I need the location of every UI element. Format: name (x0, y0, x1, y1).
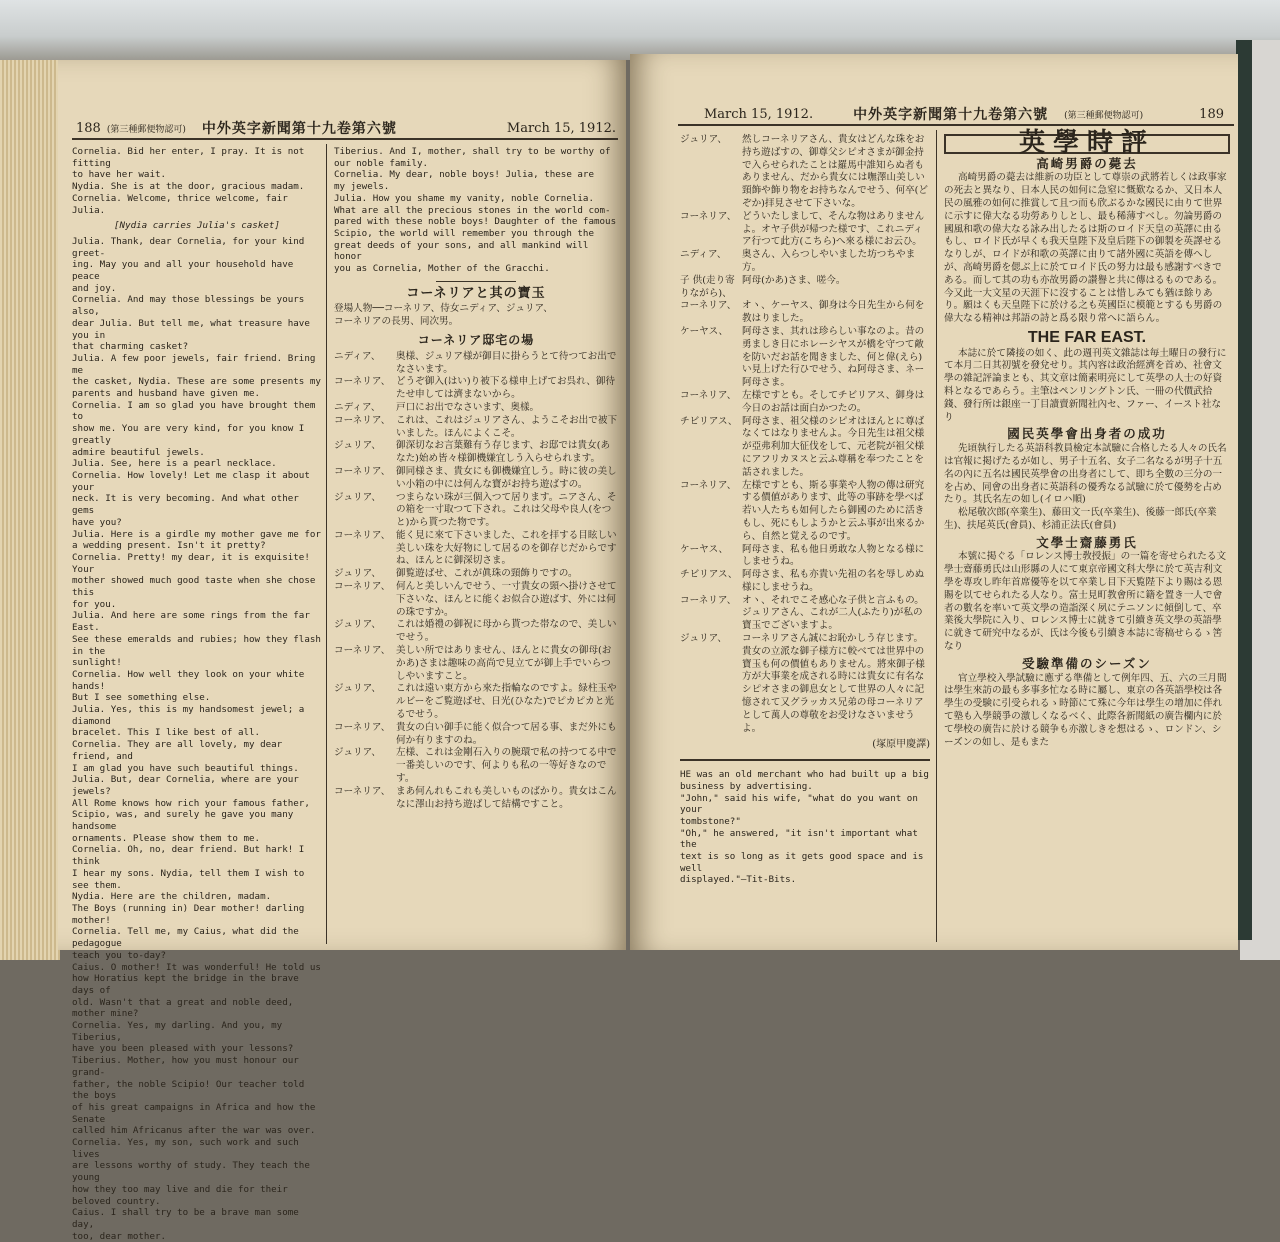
speech-text: 貴女の白い御手に能く似合つて居る事、まだ外にも何か有りますのね。 (396, 721, 617, 746)
dialogue-line: how they too may live and die for their beloved country. (72, 1183, 288, 1207)
dialogue-line: to have her wait. (72, 169, 167, 181)
dialogue-line: Tiberius. Mother, how you must honour our grand- (72, 1055, 299, 1078)
speech-text: これは遠い東方から來た指輪なのですよ。緑柱玉やルビーをご覧遊ばせ、日光(ひなた)でピカピカと光るでせう。 (396, 683, 617, 721)
section-title: 高崎男爵の薨去 (1036, 155, 1138, 171)
speech-text: 能く見に來て下さいました、これを拝する目眩しい美しい珠を大好物にして居るのを御存じだからですね、ほんとに御深切さま。 (396, 529, 617, 567)
section-rule (680, 759, 930, 761)
speaker-name: コーネリア、 (680, 300, 737, 312)
right-page (630, 54, 1238, 950)
speech-text: 阿母(かあ)さま、嗟今。 (742, 274, 846, 286)
speaker-name: コーネリア、 (334, 465, 391, 477)
speech-text: 阿母さま、祖父様のシピオはほんとに尊ばなくてはなりませんよ。今日先生は祖父様が亞弗利加大征伐をして、元老院が祖父様にアフリカヌスと云ふ尊稱を奉つたことを話されました。 (742, 415, 925, 478)
speaker-name: ニディア、 (680, 249, 727, 261)
header-rule (678, 124, 1234, 126)
dialogue-line: Cornelia. Bid her enter, I pray. It is not fitting (72, 146, 305, 169)
dialogue-line (680, 300, 930, 326)
dialogue-line: Cornelia. Pretty! my dear, it is exquisite! Your (72, 551, 310, 575)
dialogue-continuation (334, 146, 618, 275)
dialogue-line: a wedding present. Isn't it pretty? (72, 540, 266, 552)
dialogue-line (680, 390, 930, 416)
speech-text: 阿母さま、私も他日勇敢な人物となる様にしませうね。 (742, 543, 925, 568)
dialogue-line: have you? (72, 516, 122, 528)
column-divider (326, 144, 327, 944)
dialogue-line: But I see something else. (72, 692, 211, 704)
dialogue-line (680, 595, 930, 633)
section-body (944, 673, 1230, 750)
dialogue-line: Nydia. She is at the door, gracious madam. (72, 181, 305, 193)
dialogue-line (680, 480, 930, 544)
book-spine (1236, 40, 1252, 940)
speaker-name: ニディア、 (334, 401, 381, 413)
left-column (680, 134, 930, 886)
speaker-name: コーネリア、 (334, 645, 391, 657)
dialogue-line: Julia. A few poor jewels, fair friend. Bring me (72, 352, 316, 376)
paragraph: 松尾敬次郎(卒業生)、藤田文一氏(卒業生)、後藤一郎氏(卒業生)、扶尾英氏(會員)、杉浦正法氏(會員) (944, 507, 1217, 531)
dialogue-line: great deeds of your sons, and all mankind will honor (334, 239, 589, 263)
dialogue-line: Julia. Yes, this is my handsomest jewel; a diamond (72, 704, 305, 727)
speaker-name: コーネリア、 (334, 414, 391, 426)
dialogue-line (334, 568, 618, 581)
dialogue-line: Cornelia. And may those blessings be yours also, (72, 294, 305, 318)
dialogue-line (334, 440, 618, 466)
speaker-name: コーネリア、 (334, 785, 391, 797)
speaker-name: コーネリア、 (334, 529, 391, 541)
dialogue-line: Cornelia. Oh, no, dear friend. But hark! I think (72, 844, 305, 868)
dialogue-line (334, 376, 618, 402)
dialogue-line: parents and husband have given me. (72, 388, 261, 400)
dialogue-line: show me. You are very kind, for you know I greatly (72, 423, 305, 446)
speaker-name: ジュリア、 (680, 134, 728, 145)
dialogue-line (334, 530, 618, 568)
dialogue-line (334, 747, 618, 785)
dialogue-line (334, 466, 618, 492)
dialogue-line: Cornelia. How well they look on your white hands! (72, 668, 305, 692)
speaker-name: 子 供(走り寄りながら)、 (680, 274, 735, 299)
speaker-name: ジュリア、 (334, 747, 382, 759)
dialogue-line (680, 544, 930, 570)
page-number: 189 (1199, 106, 1224, 122)
speech-text: 奥さん、入らつしやいました坊つちやま方。 (742, 249, 916, 273)
speech-text: 左様ですとも。そしてチビリアス、御身は今日のお話は面白かつたの。 (742, 389, 925, 414)
speaker-name: コーネリア、 (680, 594, 737, 606)
dialogue-line: the casket, Nydia. These are some presents my (72, 376, 321, 388)
dialogue-line: old. Wasn't that a great and noble deed, mother mine? (72, 996, 294, 1020)
dialogue-line: The Boys (running in) Dear mother! darling mother! (72, 903, 305, 926)
speech-text: 阿母さま、其れは珍らしい事なのよ。昔の勇ましき日にホレーシヤスが橋を守つて敵を防いだお話を聞きました、何と偉(えら)い見上げた行ひでせう、ね阿母さま、ネー阿母さま。 (742, 325, 925, 389)
dialogue-line (334, 402, 618, 415)
dialogue-line: Julia. Here is a girdle my mother gave me for (72, 528, 321, 540)
cast-list (334, 303, 618, 329)
paragraph: 本誌に於て隣接の如く、此の週刊英文雜誌は毎土曜日の發行にて本月二日其初號を發兌せり。其內容は政治經濟を首め、社會文學の雜記評論まとも、其文章は簡素明亮にして英學の人士の好資料となるであらう。主筆はペンリングトン氏、一冊の代價武拾錢、發行所は銀座一丁目讀賣新聞社內セ、ファー、イースト社なり (944, 347, 1227, 423)
dialogue-line: Caius. I shall try to be a brave man some day, (72, 1207, 299, 1230)
section-title: 受驗準備のシーズン (1022, 655, 1152, 671)
dialogue-line (334, 683, 618, 721)
dialogue-line: teach you to-day? (72, 949, 167, 961)
speaker-name: コーネリア、 (334, 721, 391, 733)
speech-text: どうぞ御入(はい)り被下る様申上げてお呉れ、御待たせ申しては濟まないから。 (396, 376, 616, 401)
speech-text: つまらない珠が三個入つて居ります。ニアさん、その箱を一寸取つて下され。これは父母や良人(をつと)から貰つた物です。 (396, 491, 617, 529)
dialogue-line: for you. (72, 598, 117, 610)
dialogue-line (334, 351, 618, 377)
issue-date: March 15, 1912. (704, 106, 814, 122)
dialogue-line: sunlight! (72, 657, 122, 669)
dialogue-line: Julia. And here are some rings from the far East. (72, 610, 310, 634)
dialogue-line: Cornelia. Yes, my son, such work and such lives (72, 1137, 299, 1160)
section-body (944, 551, 1230, 653)
dialogue-line (334, 786, 618, 812)
speech-text: 阿母さま、私も亦貴い先祖の名を辱しめぬ様にしませうね。 (742, 569, 925, 593)
dialogue-line: Cornelia. How lovely! Let me clasp it about your (72, 469, 310, 493)
anecdote (680, 769, 930, 886)
anecdote-line: "John," said his wife, "what do you want on your (680, 792, 918, 816)
speaker-name: コーネリア、 (680, 210, 737, 222)
dialogue-line: Tiberius. And I, mother, shall try to be worthy of (334, 146, 611, 157)
anecdote-line: business by advertising. (680, 780, 813, 792)
speech-text: これは、これはジュリアさん、ようこそお出で被下いました。ほんによくこそ。 (396, 414, 618, 439)
dialogue-line: pared with these noble boys! Daughter of the famous (334, 216, 617, 228)
dialogue-line: Cornelia. They are all lovely, my dear friend, and (72, 739, 283, 762)
dialogue-line: Julia. But, dear Cornelia, where are your jewels? (72, 774, 299, 797)
speaker-name: ジュリア、 (334, 619, 382, 631)
speech-text: 何んと美しいんでせう、一寸貴女の頸へ掛けさせて下さいな、ほんとに能くお似合ひ遊ばす、外には何の珠ですか。 (396, 581, 617, 618)
dialogue-line (334, 581, 618, 619)
section-title: 國民英學會出身者の成功 (1007, 426, 1167, 442)
paragraph: 本號に掲ぐる「ロレンス博士敎授振」の一篇を寄せられたる文學士齋藤勇氏は山形縣の人にて東京帝國文科大學に於て英吉利文學を專攻し昨年首席優等を以て卒業し目下天覧陛下より賜はる恩賜を以てせられたる人なり。富士見町教會所に籍を置き一人で會者の數名を率いて英文學の造詣深く夙にテニソンに傾倒して、卒業後大學院に入り、ロレンス博士に就きて引續き英文學の英語學に就きて研究中なるが、氏は今後も引續き本誌に寄稿せらるゝ筈なり (944, 551, 1227, 653)
speaker-name: ジュリア、 (334, 683, 382, 695)
dialogue-line (334, 492, 618, 530)
newspaper-title: 中外英字新聞第十九卷第六號 (853, 107, 1049, 123)
speech-text: オヽ、それでこそ感心な子供と言ふもの。ジュリアさん、これが二人(ふたり)が私の寶玉でございますよ。 (742, 594, 924, 632)
dialogue-line: admire beautiful jewels. (72, 446, 205, 458)
dialogue-line: Scipio, the world will remember you through the (334, 227, 594, 239)
dialogue-line: Caius. O mother! It was wonderful! He told us (72, 961, 321, 973)
dialogue-line: ornaments. Please show them to me. (72, 832, 261, 844)
dialogue-line: Julia. Thank, dear Cornelia, for your kind greet- (72, 235, 305, 259)
speech-text: 奥様、ジュリア様が御目に掛らうとて待つてお出でなさいます。 (396, 350, 617, 375)
dialogue-line: you as Cornelia, Mother of the Gracchi. (334, 263, 550, 275)
dialogue-line: Cornelia. Welcome, thrice welcome, fair Julia. (72, 192, 288, 216)
speaker-name: ジュリア、 (334, 440, 382, 452)
speaker-name: コーネリア、 (334, 581, 391, 593)
speaker-name: ニディア、 (334, 350, 381, 362)
speaker-name: ケーヤス、 (680, 543, 729, 555)
anecdote-line: tombstone?" (680, 815, 741, 827)
dialogue-line: neck. It is very becoming. And what other gems (72, 493, 299, 517)
dialogue-line (680, 211, 930, 249)
section-body (944, 172, 1230, 326)
right-page-header (704, 104, 1224, 124)
dialogue-line: and joy. (72, 282, 117, 294)
dialogue-line (680, 134, 930, 211)
speaker-name: ジュリア、 (334, 491, 382, 503)
dialogue-line: how Horatius kept the bridge in the brave days of (72, 973, 299, 996)
dialogue-line: father, the noble Scipio! Our teacher told the boys (72, 1078, 305, 1102)
paragraph: 官立學校入學試驗に應ずる準備として例年四、五、六の三月間は學生來訪の最も多事多忙なる時に屬し、東京の各英語學校は各學生の受験に引受られるゝ時節にて殊に今年は學生の增加に伴れて塾も入學競爭の激しくなるべく、此際各新聞紙の廣告欄内に於て學校の廣告に於ける競争も亦激しきを想はるゝ、ロンドン、シーズンの如し、是もまた (944, 672, 1227, 748)
anecdote-line: text is so long as it gets good space and is well (680, 851, 924, 874)
dialogue-line (680, 416, 930, 480)
scene-title: コーネリア邸宅の場 (417, 333, 535, 348)
speech-text: コーネリアさん誠にお恥かしう存じます。貴女の立派な御子様方に較べては世界中の寶玉も何の價値もありません。將來御子様方が大事業を成される時には貴女に有名なシピオさまの御息女として世界の人々に記憶されて又グラッカス兄弟の母コーネリアとして萬人の尊敬をお受けなさいませうよ。 (742, 633, 925, 734)
section-title-english: THE FAR EAST. (1027, 328, 1147, 346)
dialogue-line (680, 249, 930, 275)
dialogue-line: Cornelia. Yes, my darling. And you, my Tiberius, (72, 1020, 283, 1043)
section-title: 文學士齋藤勇氏 (1036, 534, 1138, 550)
speech-text: 然しコーネリアさん、貴女はどんな珠をお持ち遊ばすの、御尊父シピオさまが御金持で入らせられたことは羅馬中誰知らぬ者もありません、だから貴女には嘸澤山美しい頸飾や飾り物をお持ちなんでせう、何卒(どぞか)拝見させて下さいな。 (742, 134, 929, 209)
speech-text: 御深切なお言葉難有う存じます、お邸では貴女(あなた)始め皆々様御機嫌宜しう入らせられます。 (396, 440, 611, 465)
speaker-name: チビリアス、 (680, 569, 738, 581)
dialogue-line: Cornelia. I am so glad you have brought them to (72, 399, 316, 423)
left-page-header (76, 118, 616, 138)
speech-text: 美しい所ではありません、ほんとに貴女の御母(おかあ)さまは趣味の高尚で見立てが御上手でいらつしやいますこと。 (396, 645, 612, 682)
dialogue-line: ing. May you and all your household have peace (72, 259, 294, 283)
speech-text: 左様ですとも、斯る事業や人物の傳は研究する價値があります、此等の事跡を學べば若い人たちも如何したら御國のために活きもし、死にもしようかと云ふ事が出來るから、自然と覚えるのです。 (742, 479, 925, 542)
speaker-name: コーネリア、 (334, 376, 391, 388)
permit-notice: (第三種郵便物認可) (1064, 110, 1144, 121)
speaker-name: ジュリア、 (334, 568, 382, 580)
glass-background-top (0, 0, 1280, 60)
anecdote-line: "Oh," he answered, "it isn't important what the (680, 827, 918, 851)
dialogue-line: our noble family. (334, 157, 429, 169)
speaker-name: チビリアス、 (680, 415, 738, 427)
speech-text: これは婚禮の御祝に母から貰つた帯なので、美しいでせう。 (396, 619, 617, 644)
anecdote-line: displayed."—Tit-Bits. (680, 874, 797, 886)
speaker-name: コーネリア、 (680, 389, 737, 401)
dialogue-line: that charming casket? (72, 341, 189, 353)
anecdote-line: HE was an old merchant who had built up a big (680, 769, 929, 781)
dialogue-line (680, 633, 930, 735)
commentary-title: 英學時評 (944, 134, 1230, 154)
dialogue-line (680, 326, 930, 390)
dialogue-line: Julia. See, here is a pearl necklace. (72, 458, 277, 470)
dialogue-line: All Rome knows how rich your famous father, (72, 797, 310, 809)
japanese-dialogue-continued (680, 134, 930, 735)
dialogue-line (680, 569, 930, 595)
right-column (334, 146, 618, 811)
dialogue-line (334, 645, 618, 683)
column-divider (936, 130, 937, 942)
japanese-play-title: コーネリアと其の寶玉 (406, 285, 546, 301)
dialogue-line: See these emeralds and rubies; how they flash in the (72, 633, 321, 657)
paragraph: 高崎男爵の薨去は維新の功臣として尊崇の武將若しくは政事家の死去と異なり、日本人民の如何に急窒に慨歎なるか、又日本人民の風雅の如何に推賞して且つ而も欣ぶるかな國民に由りて世界に示すに偉大なる功勞ありしとし、最も稀薄すべし。勿論男爵の國風和歌の偉大なる詠み出したるは斯のロイド天皇の英譯に由るもし、ロイド氏が早くも我天皇陛下及皇后陛下の御製を英譯せるなりしが、ロイドが和歌の英譯に由りて諸外國に英語を傳へしが、高崎男爵を偲ぶ上に於てロイド氏の努力は最も感謝すべきである。而して其の功も亦故男爵の讃譽と共に傳はるものである。今又此一大文星の天涯下に沒することは惜しみても猶ほ餘りあり。願はくも天皇陛下に於ける之も英國臣に模範とするも男爵の偉大なる精神は邦語の詩と爲る限り常へに語らん。 (944, 172, 1227, 325)
dialogue-line (680, 275, 930, 301)
dialogue-line: Cornelia. My dear, noble boys! Julia, these are (334, 169, 594, 181)
dialogue-line (334, 415, 618, 441)
translator-credit: (塚原甲慶譯) (872, 739, 930, 751)
commentary-column (944, 128, 1230, 749)
page-number: 188 (76, 120, 101, 136)
page-edges (0, 60, 60, 960)
dialogue-line: Scipio, was, and surely he gave you many handsome (72, 809, 294, 833)
section-divider (436, 281, 516, 282)
cast-line: 登場人物──コーネリア、侍女ニディア、ジュリア、 (334, 303, 553, 315)
dialogue-line: called him Africanus after the war was over. (72, 1125, 316, 1137)
paragraph: 先頃執行したる英語科教員檢定本試驗に合格したる人々の氏名は官報に掲げたるが如し、男子十五名、女子二名なるが男子十五名の內に五名は國民英學會の出身者にして、即ち全數の三分の一を占め、同會の出身者に英語科の優秀なる試驗に於て優勢を占めたり。其氏名左の如し(イロハ順) (944, 443, 1227, 506)
dialogue-line: [Nydia carries Julia's casket] (114, 220, 280, 232)
dialogue-line (334, 619, 618, 645)
dialogue-line: my jewels. (334, 181, 390, 193)
speech-text: どういたしまして、そんな物はありませんよ。オヤ子供が帰つた様です、これニディア行つて此方(こちら)へ來る様にお云ひ。 (742, 210, 925, 248)
header-rule (72, 138, 618, 140)
japanese-dialogue (334, 351, 618, 812)
cast-line: コーネリアの長男、同次男。 (334, 316, 459, 328)
speaker-name: コーネリア、 (680, 479, 737, 491)
speaker-name: ケーヤス、 (680, 325, 729, 337)
dialogue-line: Nydia. Here are the children, madam. (72, 891, 272, 903)
speech-text: 御覧遊ばせ、これが眞珠の頸飾りですの。 (396, 568, 578, 580)
dialogue-line: are lessons worthy of study. They teach the young (72, 1160, 310, 1184)
dialogue-line: mother showed much good taste when she chose this (72, 575, 316, 599)
dialogue-line: What are all the precious stones in the world com- (334, 204, 611, 216)
speech-text: 左様、これは金剛石入りの腕環で私の持つてる中で一番美しいのです、何よりも私の一等好きなのです。 (396, 747, 617, 785)
speech-text: 御同様さま、貴女にも御機嫌宜しう。時に彼の美しい小箱の中には何んな寶がお持ち遊ばすの。 (396, 465, 617, 490)
dialogue-line: Julia. How you shame my vanity, noble Cornelia. (334, 192, 594, 204)
speech-text: オヽ、ケーヤス、御身は今日先生から何を教はりました。 (742, 300, 925, 325)
dialogue-line: have you been pleased with your lessons? (72, 1043, 294, 1055)
issue-date: March 15, 1912. (506, 120, 616, 136)
dialogue-line: Cornelia. Tell me, my Caius, what did the pedagogue (72, 926, 299, 950)
permit-notice: (第三種郵便物認可) (106, 124, 186, 135)
dialogue-line: too, dear mother. (72, 1230, 167, 1242)
dialogue-line: I hear my sons. Nydia, tell them I wish to see them. (72, 867, 305, 891)
speaker-name: ジュリア、 (680, 633, 728, 645)
newspaper-title: 中外英字新聞第十九卷第六號 (201, 121, 397, 137)
section-body (944, 348, 1230, 425)
speech-text: 戸口にお出でなさいます、奥樣。 (396, 401, 540, 413)
dialogue-line: I am glad you have such beautiful things. (72, 762, 299, 774)
dialogue-line: of his great campaigns in Africa and how the Senate (72, 1101, 316, 1125)
section-body (944, 443, 1230, 533)
speech-text: まあ何んれもこれも美しいものばかり。貴女はこんなに澤山お持ち遊ばして結構ですこと。 (396, 785, 617, 810)
dialogue-column-english (72, 146, 322, 1242)
dialogue-line: bracelet. This I like best of all. (72, 727, 261, 739)
dialogue-line (334, 722, 618, 748)
left-page (58, 60, 626, 1242)
dialogue-line: dear Julia. But tell me, what treasure have you in (72, 317, 310, 341)
